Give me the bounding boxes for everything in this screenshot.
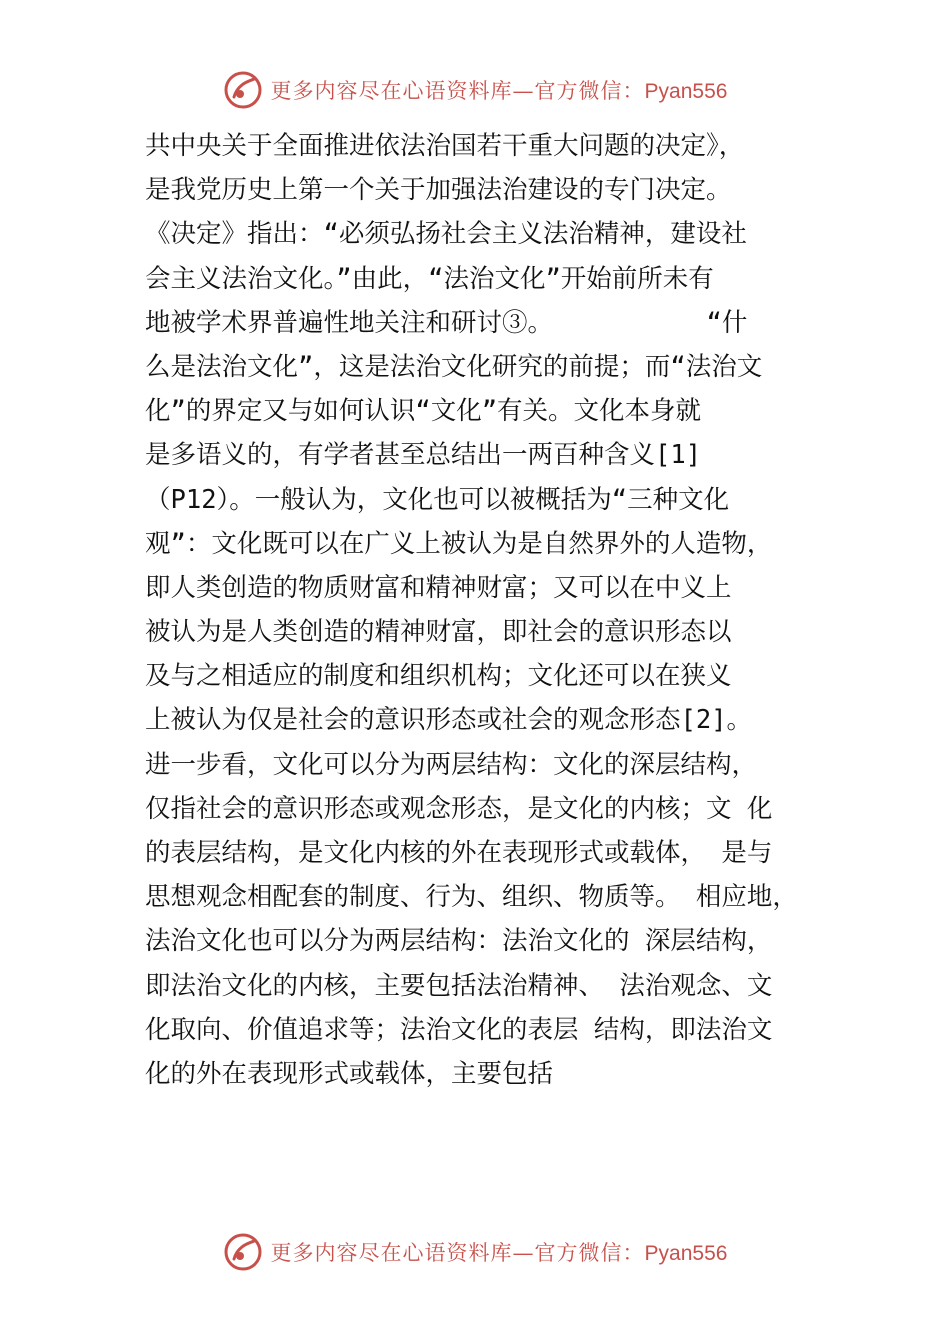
body-line: 即人类创造的物质财富和精神财富；又可以在中义上 (145, 572, 732, 603)
body-line: 会主义法治文化。”由此，“法治文化”开始前所未有 (145, 263, 714, 294)
body-line: 是多语义的，有学者甚至总结出一两百种含义[1] (145, 440, 702, 471)
body-line: 上被认为仅是社会的意识形态或社会的观念形态[2]。 (145, 705, 753, 736)
body-line: 即法治文化的内核，主要包括法治精神、 法治观念、文 (145, 970, 773, 1001)
body-line: 地被学术界普遍性地关注和研讨③。 “什 (145, 307, 748, 338)
watermark-wechat-id: Pyan556 (644, 1242, 728, 1265)
body-line: 仅指社会的意识形态或观念形态，是文化的内核；文 化 (145, 793, 773, 824)
watermark-logo-icon (223, 70, 263, 110)
watermark-text (271, 1237, 728, 1267)
body-line: 是我党历史上第一个关于加强法治建设的专门决定。 (145, 175, 732, 206)
body-line: 思想观念相配套的制度、行为、组织、物质等。 相应地， (145, 882, 798, 913)
watermark-label: 更多内容尽在心语资料库—官方微信： (270, 1241, 645, 1265)
body-line: （P12）。一般认为，文化也可以被概括为“三种文化 (145, 484, 730, 515)
watermark-logo-icon (223, 1232, 263, 1272)
body-line: 共中央关于全面推进依法治国若干重大问题的决定》， (145, 131, 745, 161)
body-line: 《决定》指出：“必须弘扬社会主义法治精神，建设社 (145, 219, 747, 250)
footer-watermark (0, 1230, 950, 1274)
body-line: 化取向、价值追求等；法治文化的表层 结构，即法治文 (145, 1014, 773, 1045)
watermark-wechat-id: Pyan556 (644, 80, 728, 103)
body-line: 化的外在表现形式或载体，主要包括 (145, 1058, 554, 1089)
document-body (145, 124, 835, 1096)
body-line: 化”的界定又与如何认识“文化”有关。文化本身就 (145, 396, 702, 427)
body-line: 么是法治文化”，这是法治文化研究的前提；而“法治文 (145, 351, 763, 382)
watermark-label: 更多内容尽在心语资料库—官方微信： (270, 79, 645, 103)
body-line: 观”：文化既可以在广义上被认为是自然界外的人造物， (145, 528, 773, 559)
body-line: 的表层结构，是文化内核的外在表现形式或载体， 是与 (145, 838, 773, 868)
watermark-text (271, 75, 728, 105)
body-line: 进一步看，文化可以分为两层结构：文化的深层结构， (145, 749, 758, 780)
header-watermark (0, 68, 950, 112)
body-line: 被认为是人类创造的精神财富，即社会的意识形态以 (145, 617, 732, 648)
body-line: 及与之相适应的制度和组织机构；文化还可以在狭义 (145, 661, 732, 692)
body-line: 法治文化也可以分为两层结构：法治文化的 深层结构， (145, 926, 773, 957)
